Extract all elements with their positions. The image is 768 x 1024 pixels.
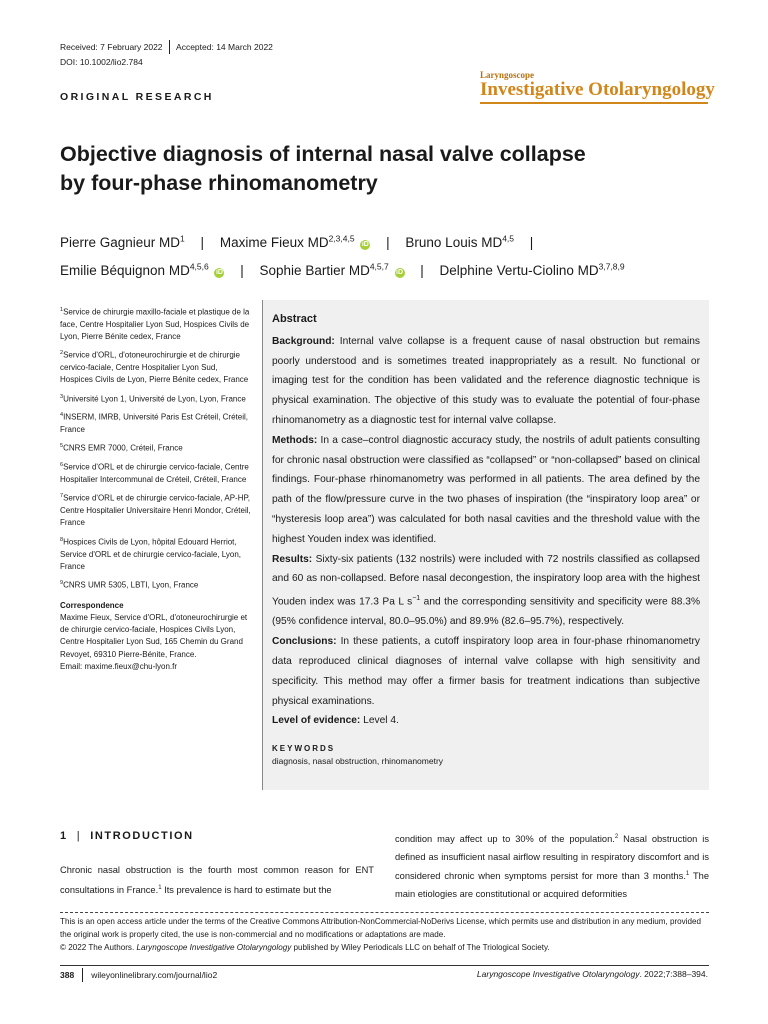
- orcid-icon[interactable]: iD: [215, 269, 223, 276]
- affiliation: $^4$INSERM, IMRB, Université Paris Est Créteil, Créteil, France: [60, 412, 248, 435]
- abstract-heading: Abstract: [272, 313, 317, 325]
- affiliation: $^7$Service d'ORL et de chirurgie cervico-faciale, AP-HP, Centre Hospitalier Universitaire Henri Mondor, Créteil, France: [60, 493, 251, 528]
- author-line-2: [60, 255, 720, 284]
- article-dates: [60, 40, 273, 54]
- abstract-methods: Methods: In a case–control diagnostic accuracy study, the nostrils of adult patients consulting for chronic nasal obstruction were classified as “collapsed” or “non-collapsed” based on clinical findings. Four-phase rhinomanometry was performed in all patients. The area defined by the path of the flow/pressure curve in the two phases of inspiration (the “inspiratory loop area” or “hysteresis loop area”) was calculated for both nasal cavities and the threshold value with the highest Youden index was identified.: [272, 434, 700, 545]
- abstract-level: Level of evidence: Level 4.: [272, 715, 399, 727]
- author[interactable]: Emilie Béquignon MD$^{4,5,6}$: [60, 261, 209, 278]
- footer-separator: [82, 968, 83, 982]
- keywords-list: diagnosis, nasal obstruction, rhinomanometry: [272, 756, 444, 767]
- abstract-content: [272, 310, 700, 767]
- affiliations: [60, 304, 252, 677]
- author[interactable]: Maxime Fieux MD$^{2,3,4,5}$: [219, 233, 355, 250]
- article-title: [60, 140, 680, 198]
- author[interactable]: Sophie Bartier MD$^{4,5,7}$: [259, 261, 389, 278]
- footer-divider: [60, 965, 709, 966]
- page-number: 388: [60, 970, 75, 980]
- footer-left: [60, 968, 217, 982]
- abstract-conclusions: Conclusions: In these patients, a cutoff inspiratory loop area in four-phase rhinomanometry data reproduced clinical diagnoses of internal valve collapse with high sensitivity and specificity. This method may offer a firmer basis for treatment indications than subjective physical examinations.: [272, 636, 700, 707]
- affiliation: $^9$CNRS UMR 5305, LBTI, Lyon, France: [60, 579, 199, 590]
- keywords-heading: KEYWORDS: [272, 744, 336, 754]
- affiliation: $^5$CNRS EMR 7000, Créteil, France: [60, 443, 183, 454]
- correspondence-address: Maxime Fieux, Service d'ORL, d'otoneurochirurgie et de chirurgie cervico-faciale, Hospices Civils Lyon, Centre Hospitalier Lyon Sud, 165 Chemin du Grand Revoyet, 69310 Pierre-Bénite, France. Email: maxime.fieux@chu-lyon.fr: [60, 612, 248, 671]
- copyright-text: © 2022 The Authors. Laryngoscope Investigative Otolaryngology published by Wiley Periodicals LLC on behalf of The Triological Society.: [60, 942, 550, 952]
- accepted-date: Accepted: 14 March 2022: [176, 42, 273, 52]
- journal-logo-rule: [480, 102, 708, 104]
- citation-ref[interactable]: 1: [158, 884, 162, 891]
- author[interactable]: Pierre Gagnieur $MD^1$: [60, 233, 185, 250]
- journal-url[interactable]: wileyonlinelibrary.com/journal/lio2: [91, 970, 218, 980]
- title-line-1: Objective diagnosis of internal nasal valve collapse: [60, 142, 586, 166]
- received-date: Received: 7 February 2022: [60, 42, 163, 52]
- intro-left-column: Chronic nasal obstruction is the fourth most common reason for ENT consultations in France.$^1$ Its prevalence is hard to estimate but the: [60, 865, 374, 895]
- author-separator: |: [240, 263, 244, 278]
- author[interactable]: Bruno Louis MD$^{4,5}$: [405, 233, 515, 250]
- affiliation: $^8$Hospices Civils de Lyon, hôpital Edouard Herriot, Service d'ORL et de chirurgie cervico-faciale, Lyon, France: [60, 536, 242, 571]
- license-notice: [60, 916, 709, 954]
- orcid-icon[interactable]: iD: [361, 240, 369, 248]
- affiliation: $^1$Service de chirurgie maxillo-faciale et plastique de la face, Centre Hospitalier Lyon Sud, Hospices Civils de Lyon, Pierre Bénite cedex, France: [60, 307, 250, 342]
- journal-logo-title: Investigative Otolaryngology: [480, 79, 715, 100]
- intro-right-column: condition may affect up to 30% of the population.$^2$ Nasal obstruction is defined as insufficient nasal airflow resulting in respiratory discomfort and is considered chronic when symptoms persist for more than 3 months.$^1$ The main etiologies are constitutional or acquired deformities: [395, 834, 710, 899]
- section-label: ORIGINAL RESEARCH: [60, 91, 214, 103]
- correspondence-heading: Correspondence: [60, 600, 124, 610]
- author-list: [60, 226, 720, 283]
- introduction-heading: 1 | INTRODUCTION: [60, 830, 194, 842]
- abstract-background: Background: Internal valve collapse is a frequent cause of nasal obstruction but remains poorly understood and is sometimes treated inappropriately as a result. No functional or imaging test for the condition has been validated and the reference diagnostic technique is physical examination. The objective of this study was to evaluate the potential of four-phase rhinomanometry as a diagnostic test for internal valve collapse.: [272, 335, 700, 426]
- correspondence-email[interactable]: Email: maxime.fieux@chu-lyon.fr: [60, 661, 178, 671]
- abstract-box: [262, 300, 709, 790]
- license-text: This is an open access article under the terms of the Creative Commons Attribution-NonCommercial-NoDerivs License, which permits use and distribution in any medium, provided the original work is properly cited, the use is non-commercial and no modifications or adaptations are made.: [60, 917, 702, 939]
- abstract-results: Results: Sixty-six patients (132 nostrils) were included with 72 nostrils classified as collapsed and 60 as non-collapsed. Before nasal decongestion, the inspiratory loop area with the highest Youden index was 17.3 Pa L $s^{-1}$ and the corresponding sensitivity and specificity were 88.3% (95% confidence interval, 80.0–95.0%) and 89.9% (82.6–95.7%), respectively.: [272, 553, 701, 628]
- doi-link[interactable]: DOI: 10.1002/lio2.784: [60, 57, 143, 67]
- license-divider: [60, 912, 709, 913]
- affiliation: $^3$Université Lyon 1, Université de Lyon, Lyon, France: [60, 393, 246, 404]
- journal-logo-small: Laryngoscope: [480, 70, 534, 80]
- orcid-icon[interactable]: iD: [396, 269, 403, 276]
- author-separator: |: [529, 234, 534, 250]
- journal-logo: [480, 70, 715, 104]
- author-line-1: [60, 226, 720, 255]
- author-separator: |: [386, 234, 390, 250]
- date-separator: [169, 40, 171, 54]
- citation-ref[interactable]: 2: [614, 834, 619, 840]
- affiliation: $^6$Service d'ORL et de chirurgie cervico-faciale, Centre Hospitalier Intercommunal de Créteil, Créteil, France: [60, 462, 249, 485]
- title-line-2: by four-phase rhinomanometry: [60, 171, 378, 195]
- citation-ref[interactable]: 1: [685, 871, 690, 878]
- author-separator: |: [420, 263, 424, 278]
- affiliation: $^2$Service d'ORL, d'otoneurochirurgie et de chirurgie cervico-faciale, Centre Hospitalier Lyon Sud, Hospices Civils de Lyon, Pierre Bénite cedex, France: [60, 350, 249, 385]
- author-separator: |: [200, 234, 205, 250]
- footer-citation: Laryngoscope Investigative Otolaryngology. 2022;7:388–394.: [476, 969, 708, 979]
- author[interactable]: Delphine Vertu-Ciolino MD$^{3,7,8,9}$: [439, 261, 625, 278]
